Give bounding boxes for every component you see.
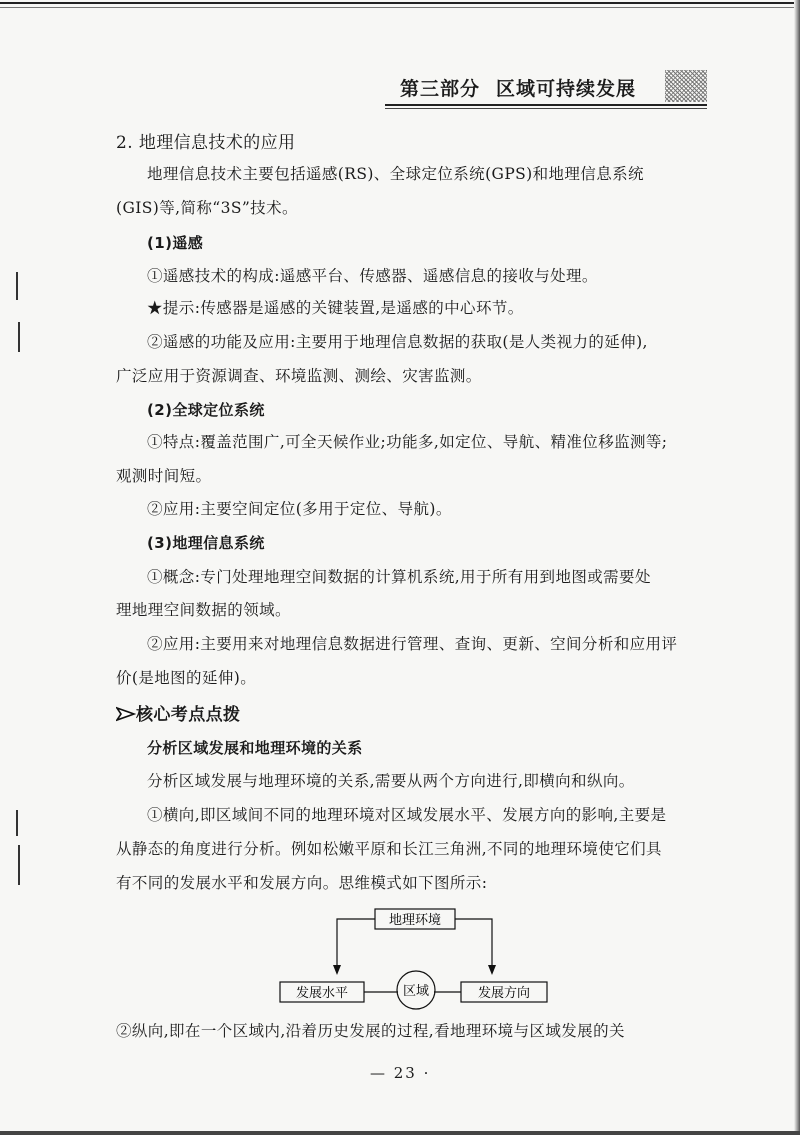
- header-rule-thin: [385, 108, 707, 109]
- header-decoration: [665, 70, 707, 102]
- scan-edge-bottom: [0, 1131, 800, 1135]
- connector-right: [455, 919, 492, 967]
- paragraph-line: ②纵向,即在一个区域内,沿着历史发展的过程,看地理环境与区域发展的关: [116, 1022, 625, 1040]
- paragraph-line: 观测时间短。: [116, 467, 212, 485]
- arrow-icon: [116, 706, 136, 722]
- page-number: — 23 ·: [370, 1064, 431, 1082]
- paragraph-line: 理地理空间数据的领域。: [116, 601, 291, 619]
- paragraph-line: 从静态的角度进行分析。例如松嫩平原和长江三角洲,不同的地理环境使它们具: [116, 840, 662, 858]
- running-header: [400, 74, 660, 101]
- core-heading: [116, 700, 240, 725]
- scan-edge-right: [794, 0, 800, 1135]
- diagram-center-label: 区域: [402, 984, 430, 999]
- header-rule: [385, 104, 707, 106]
- top-border-thin: [0, 7, 800, 8]
- paragraph-line: 有不同的发展水平和发展方向。思维模式如下图所示:: [116, 874, 488, 892]
- core-title: 核心考点点拨: [136, 705, 241, 725]
- margin-mark: [18, 845, 20, 885]
- margin-mark: [16, 272, 18, 300]
- diagram-top-label: 地理环境: [388, 913, 442, 928]
- arrowhead-right: [488, 965, 496, 975]
- paragraph-line: ①遥感技术的构成:遥感平台、传感器、遥感信息的接收与处理。: [147, 267, 598, 285]
- subsection-title: 分析区域发展和地理环境的关系: [147, 739, 363, 757]
- top-border: [0, 2, 800, 4]
- tip-line: ★提示:传感器是遥感的关键装置,是遥感的中心环节。: [147, 299, 524, 317]
- paragraph-line: 地理信息技术主要包括遥感(RS)、全球定位系统(GPS)和地理信息系统: [147, 165, 644, 183]
- paragraph-line: ①特点:覆盖范围广,可全天候作业;功能多,如定位、导航、精准位移监测等;: [147, 433, 668, 451]
- paragraph-line: ①概念:专门处理地理空间数据的计算机系统,用于所有用到地图或需要处: [147, 568, 651, 586]
- subsection-title: (2)全球定位系统: [147, 401, 265, 419]
- subsection-title: (1)遥感: [147, 234, 204, 252]
- paragraph-line: (GIS)等,简称“3S”技术。: [116, 199, 298, 217]
- connector-left: [337, 919, 375, 967]
- paragraph-line: 分析区域发展与地理环境的关系,需要从两个方向进行,即横向和纵向。: [147, 772, 635, 790]
- paragraph-line: 广泛应用于资源调查、环境监测、测绘、灾害监测。: [116, 367, 482, 385]
- paragraph-line: ②遥感的功能及应用:主要用于地理信息数据的获取(是人类视力的延伸),: [147, 333, 648, 351]
- header-title: 区域可持续发展: [496, 78, 637, 100]
- margin-mark: [18, 322, 20, 352]
- paragraph-line: ①横向,即区域间不同的地理环境对区域发展水平、发展方向的影响,主要是: [147, 806, 667, 824]
- paragraph-line: ②应用:主要空间定位(多用于定位、导航)。: [147, 500, 452, 518]
- paragraph-line: ②应用:主要用来对地理信息数据进行管理、查询、更新、空间分析和应用评: [147, 635, 678, 653]
- subsection-title: (3)地理信息系统: [147, 534, 265, 552]
- diagram-left-label: 发展水平: [295, 986, 349, 1001]
- diagram-right-label: 发展方向: [477, 986, 531, 1001]
- arrowhead-left: [333, 965, 341, 975]
- header-part: 第三部分: [400, 78, 481, 100]
- paragraph-line: 价(是地图的延伸)。: [116, 669, 257, 687]
- thinking-model-diagram: [270, 905, 570, 1010]
- margin-mark: [16, 810, 18, 836]
- section-title: 2. 地理信息技术的应用: [116, 133, 296, 153]
